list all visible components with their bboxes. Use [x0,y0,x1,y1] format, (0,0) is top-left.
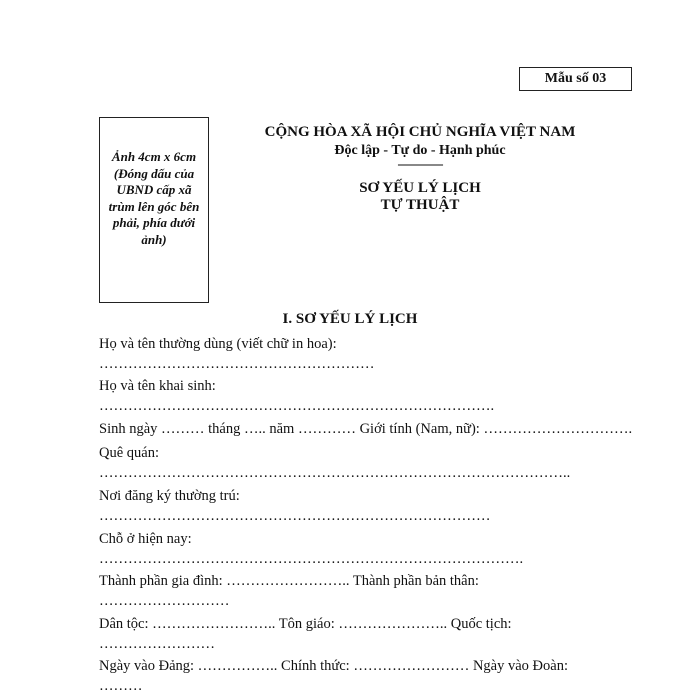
field-permanent-residence-blank: ……………………………………………………………………… [99,508,491,524]
field-union-date-blank: ……… [99,678,143,694]
field-permanent-residence-label: Nơi đăng ký thường trú: [99,488,240,504]
photo-instruction-line: UBND cấp xã [116,182,192,197]
field-current-address-blank: ……………………………………………………………………………. [99,551,524,567]
field-ethnicity-religion-nationality: Dân tộc: …………………….. Tôn giáo: ………………….. Quốc tịch: [99,616,512,632]
national-motto: Độc lập - Tự do - Hạnh phúc [334,143,506,158]
document-header [230,122,610,214]
country-name: CỘNG HÒA XÃ HỘI CHỦ NGHĨA VIỆT NAM [264,124,576,140]
field-family-background: Thành phần gia đình: …………………….. Thành phần bản thân: [99,573,479,589]
document-title: SƠ YẾU LÝ LỊCH [359,180,481,196]
photo-placeholder-box [99,117,209,303]
field-party-union-dates: Ngày vào Đảng: …………….. Chính thức: …………………… Ngày vào Đoàn: [99,658,568,674]
field-current-address-label: Chỗ ở hiện nay: [99,531,192,547]
field-birth-name-label: Họ và tên khai sinh: [99,378,216,394]
photo-instruction-line: ảnh) [141,231,167,247]
photo-instruction-line: phải, phía dưới [112,215,196,230]
photo-instruction-line: (Đóng dấu của [113,165,195,181]
form-code-box: Mẫu số 03 [519,67,632,91]
field-hometown-blank: …………………………………………………………………………………….. [99,465,571,481]
field-hometown-label: Quê quán: [99,445,159,461]
document-subtitle: TỰ THUẬT [380,197,460,213]
photo-instruction-line: trùm lên góc bên [108,198,200,214]
field-birth-name-blank: ………………………………………………………………………. [99,398,495,414]
field-birth-date-gender: Sinh ngày ……… tháng ….. năm ………… Giới tính (Nam, nữ): …………………………. [99,421,633,437]
field-nationality-blank: …………………… [99,636,215,652]
field-full-name-label: Họ và tên thường dùng (viết chữ in hoa): [99,336,337,352]
photo-instruction-line: Ảnh 4cm x 6cm [111,149,197,164]
section-title: I. SƠ YẾU LÝ LỊCH [282,311,418,327]
field-family-background-blank: ……………………… [99,593,230,609]
header-divider: --------------- [397,157,443,171]
field-full-name-blank: ………………………………………………… [99,356,375,372]
